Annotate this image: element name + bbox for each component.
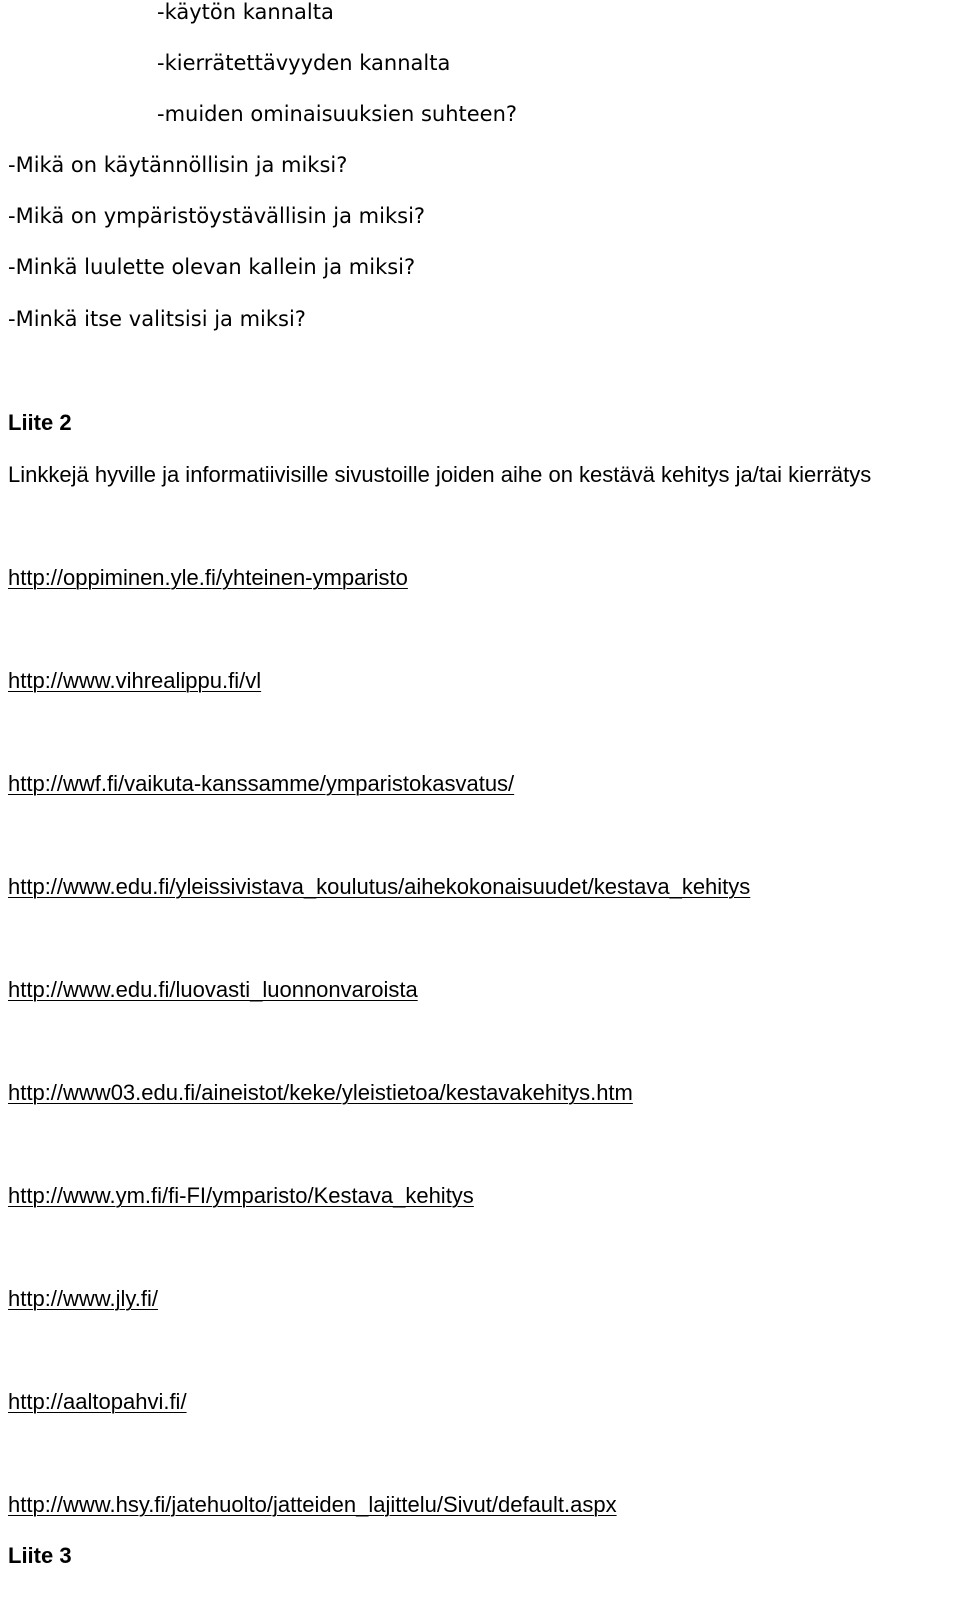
link-yle-yhteinen-ymparisto[interactable]: http://oppiminen.yle.fi/yhteinen-ymparisto (8, 565, 408, 590)
link-hsy-jatteiden-lajittelu[interactable]: http://www.hsy.fi/jatehuolto/jatteiden_lajittelu/Sivut/default.aspx (8, 1492, 617, 1517)
question-most-eco-friendly: -Mikä on ympäristöystävällisin ja miksi? (8, 204, 426, 228)
link-vihrealippu[interactable]: http://www.vihrealippu.fi/vl (8, 668, 262, 693)
link-edu-luovasti-luonnonvaroista[interactable]: http://www.edu.fi/luovasti_luonnonvaroista (8, 977, 418, 1002)
question-most-expensive: -Minkä luulette olevan kallein ja miksi? (8, 255, 416, 279)
link-wwf-ymparistokasvatus[interactable]: http://wwf.fi/vaikuta-kanssamme/ymparistokasvatus/ (8, 771, 515, 796)
question-other-properties: -muiden ominaisuuksien suhteen? (157, 102, 518, 126)
question-most-practical: -Mikä on käytännöllisin ja miksi? (8, 153, 348, 177)
question-usage: -käytön kannalta (157, 0, 334, 24)
question-own-choice: -Minkä itse valitsisi ja miksi? (8, 307, 306, 331)
link-edu-kestavakehitys[interactable]: http://www03.edu.fi/aineistot/keke/yleistietoa/kestavakehitys.htm (8, 1080, 633, 1105)
link-jly[interactable]: http://www.jly.fi/ (8, 1286, 158, 1311)
appendix-3-heading: Liite 3 (8, 1543, 72, 1568)
link-edu-kestava-kehitys[interactable]: http://www.edu.fi/yleissivistava_koulutus/aihekokonaisuudet/kestava_kehitys (8, 874, 751, 899)
link-aaltopahvi[interactable]: http://aaltopahvi.fi/ (8, 1389, 187, 1414)
appendix-2-heading: Liite 2 (8, 410, 72, 435)
question-recyclability: -kierrätettävyyden kannalta (157, 51, 451, 75)
link-ym-kestava-kehitys[interactable]: http://www.ym.fi/fi-FI/ymparisto/Kestava_kehitys (8, 1183, 474, 1208)
appendix-2-intro: Linkkejä hyville ja informatiivisille sivustoille joiden aihe on kestävä kehitys ja/tai kierrätys (8, 462, 872, 487)
